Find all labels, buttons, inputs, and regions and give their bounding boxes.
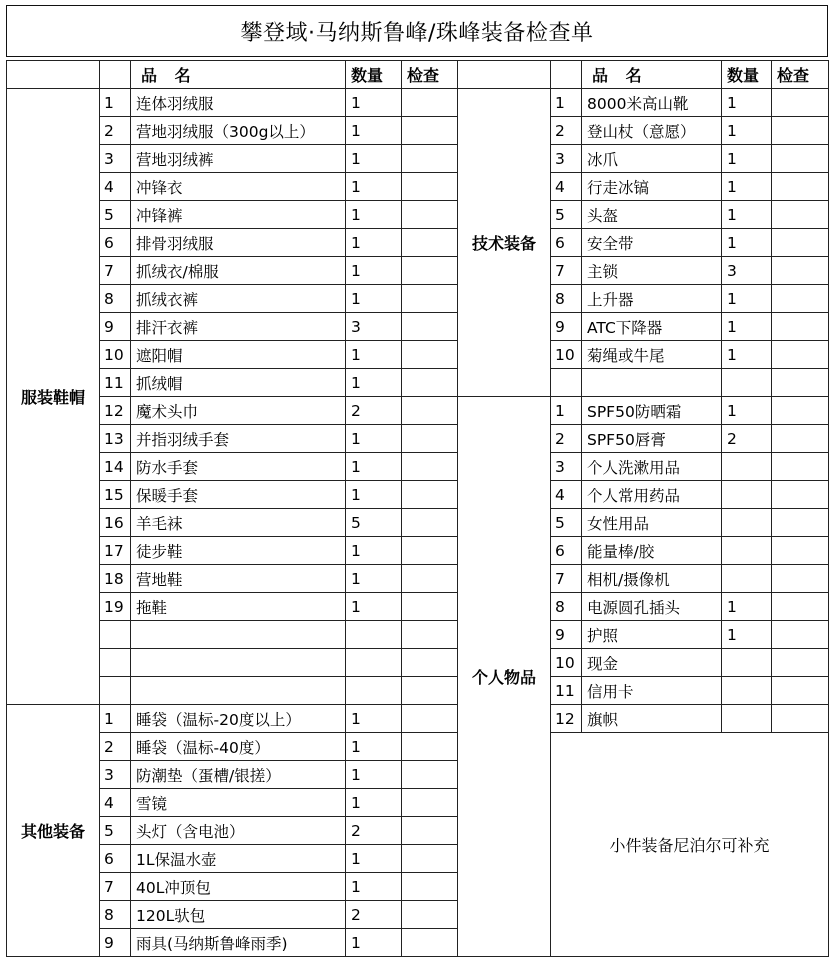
item-quantity: 1 [346, 89, 402, 117]
item-quantity: 1 [722, 117, 772, 145]
item-number: 8 [100, 901, 131, 929]
item-number: 5 [551, 201, 582, 229]
check-cell [402, 733, 458, 761]
check-cell [402, 649, 458, 677]
table-row [7, 677, 829, 705]
item-number: 10 [100, 341, 131, 369]
item-number: 4 [100, 173, 131, 201]
item-number: 10 [551, 649, 582, 677]
table-row [7, 621, 829, 649]
item-quantity: 2 [346, 817, 402, 845]
table-row [7, 537, 829, 565]
check-cell [402, 789, 458, 817]
item-quantity: 1 [346, 761, 402, 789]
item-name: 抓绒衣裤 [131, 285, 346, 313]
right-name-header: 品 名 [582, 61, 722, 89]
item-name: 雨具(马纳斯鲁峰雨季) [131, 929, 346, 957]
check-cell [402, 873, 458, 901]
item-number: 9 [100, 929, 131, 957]
item-name: 连体羽绒服 [131, 89, 346, 117]
item-quantity: 1 [722, 229, 772, 257]
table-row [7, 397, 829, 425]
check-cell [402, 481, 458, 509]
item-quantity [722, 565, 772, 593]
table-row [7, 593, 829, 621]
table-row [7, 369, 829, 397]
item-number: 2 [100, 117, 131, 145]
item-name: 护照 [582, 621, 722, 649]
item-number: 8 [551, 285, 582, 313]
check-cell [772, 565, 829, 593]
item-quantity: 1 [722, 145, 772, 173]
item-name: 排骨羽绒服 [131, 229, 346, 257]
item-number: 5 [551, 509, 582, 537]
item-number: 6 [551, 229, 582, 257]
item-name: 睡袋（温标-20度以上） [131, 705, 346, 733]
check-cell [772, 425, 829, 453]
item-number: 15 [100, 481, 131, 509]
item-quantity: 1 [722, 89, 772, 117]
item-quantity: 1 [346, 481, 402, 509]
item-number: 14 [100, 453, 131, 481]
item-name: 安全带 [582, 229, 722, 257]
table-row [7, 453, 829, 481]
table-row [7, 733, 829, 761]
item-quantity: 1 [722, 341, 772, 369]
item-number: 12 [100, 397, 131, 425]
table-row [7, 285, 829, 313]
item-quantity [722, 509, 772, 537]
item-name: 遮阳帽 [131, 341, 346, 369]
item-name: 头盔 [582, 201, 722, 229]
item-number: 4 [551, 481, 582, 509]
item-name: 女性用品 [582, 509, 722, 537]
empty-cell [582, 369, 722, 397]
item-name: SPF50唇膏 [582, 425, 722, 453]
item-name: 相机/摄像机 [582, 565, 722, 593]
item-quantity: 1 [346, 929, 402, 957]
left-name-header: 品 名 [131, 61, 346, 89]
item-name: 冲锋裤 [131, 201, 346, 229]
item-number: 3 [100, 761, 131, 789]
item-name: SPF50防晒霜 [582, 397, 722, 425]
item-name: 120L驮包 [131, 901, 346, 929]
item-name: 防水手套 [131, 453, 346, 481]
item-number: 3 [551, 453, 582, 481]
empty-cell [346, 649, 402, 677]
item-name: 抓绒帽 [131, 369, 346, 397]
empty-cell [131, 621, 346, 649]
item-number: 4 [100, 789, 131, 817]
item-name: 并指羽绒手套 [131, 425, 346, 453]
header-row [7, 61, 829, 89]
item-number: 2 [100, 733, 131, 761]
check-cell [772, 173, 829, 201]
left-qty-header: 数量 [346, 61, 402, 89]
check-cell [402, 705, 458, 733]
item-quantity: 2 [346, 397, 402, 425]
item-number: 9 [100, 313, 131, 341]
item-name: 睡袋（温标-40度） [131, 733, 346, 761]
check-cell [402, 397, 458, 425]
item-number: 1 [100, 705, 131, 733]
item-number: 3 [100, 145, 131, 173]
item-number: 17 [100, 537, 131, 565]
check-cell [772, 117, 829, 145]
check-cell [402, 341, 458, 369]
check-cell [402, 285, 458, 313]
item-number: 6 [100, 845, 131, 873]
check-cell [402, 565, 458, 593]
item-quantity [722, 481, 772, 509]
item-name: 排汗衣裤 [131, 313, 346, 341]
check-cell [402, 537, 458, 565]
check-cell [772, 453, 829, 481]
item-name: 魔术头巾 [131, 397, 346, 425]
check-cell [772, 89, 829, 117]
item-name: 菊绳或牛尾 [582, 341, 722, 369]
check-cell [402, 845, 458, 873]
item-name: 40L冲顶包 [131, 873, 346, 901]
item-quantity: 1 [346, 733, 402, 761]
table-row [7, 509, 829, 537]
item-quantity: 1 [722, 201, 772, 229]
right-category-header [458, 61, 551, 89]
item-quantity: 1 [346, 537, 402, 565]
empty-cell [100, 677, 131, 705]
table-row [7, 229, 829, 257]
item-quantity: 1 [722, 397, 772, 425]
item-name: 头灯（含电池） [131, 817, 346, 845]
table-row [7, 145, 829, 173]
item-quantity: 5 [346, 509, 402, 537]
check-cell [772, 397, 829, 425]
table-row [7, 201, 829, 229]
item-name: 现金 [582, 649, 722, 677]
check-cell [772, 537, 829, 565]
table-row [7, 173, 829, 201]
check-cell [772, 285, 829, 313]
item-number: 9 [551, 621, 582, 649]
check-cell [402, 145, 458, 173]
item-number: 4 [551, 173, 582, 201]
check-cell [772, 341, 829, 369]
check-cell [402, 621, 458, 649]
item-number: 11 [100, 369, 131, 397]
item-quantity: 1 [346, 257, 402, 285]
item-quantity: 1 [722, 621, 772, 649]
item-quantity: 2 [722, 425, 772, 453]
item-name: 冰爪 [582, 145, 722, 173]
check-cell [772, 677, 829, 705]
item-quantity: 1 [346, 845, 402, 873]
item-quantity: 1 [346, 453, 402, 481]
item-number: 16 [100, 509, 131, 537]
item-quantity: 1 [346, 873, 402, 901]
right-qty-header: 数量 [722, 61, 772, 89]
left-category-header [7, 61, 100, 89]
item-number: 1 [551, 89, 582, 117]
item-quantity: 3 [346, 313, 402, 341]
item-name: 防潮垫（蛋槽/银搓） [131, 761, 346, 789]
item-quantity: 1 [722, 313, 772, 341]
check-cell [402, 453, 458, 481]
item-quantity: 1 [346, 705, 402, 733]
check-cell [402, 313, 458, 341]
item-name: 冲锋衣 [131, 173, 346, 201]
item-number: 3 [551, 145, 582, 173]
item-name: 能量棒/胶 [582, 537, 722, 565]
item-number: 1 [551, 397, 582, 425]
table-row [7, 481, 829, 509]
item-name: 羊毛袜 [131, 509, 346, 537]
item-quantity [722, 677, 772, 705]
check-cell [772, 649, 829, 677]
empty-cell [346, 621, 402, 649]
empty-cell [551, 369, 582, 397]
right-check-header: 检查 [772, 61, 829, 89]
category-other-gear: 其他装备 [7, 705, 100, 957]
item-quantity [722, 705, 772, 733]
item-number: 11 [551, 677, 582, 705]
check-cell [772, 621, 829, 649]
item-number: 1 [100, 89, 131, 117]
check-cell [772, 369, 829, 397]
item-name: 登山杖（意愿） [582, 117, 722, 145]
check-cell [402, 817, 458, 845]
item-name: 1L保温水壶 [131, 845, 346, 873]
check-cell [402, 901, 458, 929]
check-cell [402, 761, 458, 789]
item-number: 7 [100, 257, 131, 285]
item-quantity [722, 537, 772, 565]
table-row [7, 89, 829, 117]
item-quantity: 1 [346, 229, 402, 257]
item-number: 5 [100, 817, 131, 845]
item-number: 8 [551, 593, 582, 621]
check-cell [772, 257, 829, 285]
item-quantity: 1 [722, 593, 772, 621]
item-quantity: 1 [722, 173, 772, 201]
item-number: 12 [551, 705, 582, 733]
item-name: 保暖手套 [131, 481, 346, 509]
check-cell [772, 313, 829, 341]
check-cell [772, 593, 829, 621]
check-cell [402, 593, 458, 621]
empty-cell [100, 649, 131, 677]
item-number: 8 [100, 285, 131, 313]
empty-cell [722, 369, 772, 397]
table-row [7, 425, 829, 453]
item-quantity: 1 [346, 425, 402, 453]
check-cell [772, 705, 829, 733]
check-cell [772, 201, 829, 229]
empty-cell [131, 677, 346, 705]
item-name: 营地鞋 [131, 565, 346, 593]
check-cell [772, 481, 829, 509]
item-name: 上升器 [582, 285, 722, 313]
check-cell [402, 677, 458, 705]
category-personal: 个人物品 [458, 397, 551, 957]
check-cell [772, 145, 829, 173]
item-number: 7 [551, 565, 582, 593]
item-name: 个人常用药品 [582, 481, 722, 509]
item-name: 个人洗漱用品 [582, 453, 722, 481]
item-number: 10 [551, 341, 582, 369]
empty-cell [100, 621, 131, 649]
table-row [7, 565, 829, 593]
table-row [7, 117, 829, 145]
table-row [7, 257, 829, 285]
check-cell [402, 929, 458, 957]
table-row [7, 341, 829, 369]
item-number: 2 [551, 425, 582, 453]
item-name: 拖鞋 [131, 593, 346, 621]
item-quantity: 1 [346, 789, 402, 817]
table-row [7, 313, 829, 341]
check-cell [402, 173, 458, 201]
item-name: 旗帜 [582, 705, 722, 733]
item-number: 18 [100, 565, 131, 593]
item-number: 7 [100, 873, 131, 901]
item-quantity: 1 [346, 593, 402, 621]
item-quantity: 1 [346, 117, 402, 145]
item-number: 6 [100, 229, 131, 257]
item-number: 6 [551, 537, 582, 565]
table-row [7, 649, 829, 677]
item-name: 抓绒衣/棉服 [131, 257, 346, 285]
item-quantity: 1 [346, 173, 402, 201]
item-name: ATC下降器 [582, 313, 722, 341]
item-quantity [722, 453, 772, 481]
item-name: 营地羽绒裤 [131, 145, 346, 173]
category-technical: 技术装备 [458, 89, 551, 397]
left-check-header: 检查 [402, 61, 458, 89]
check-cell [402, 425, 458, 453]
item-number: 2 [551, 117, 582, 145]
item-name: 行走冰镐 [582, 173, 722, 201]
item-quantity: 1 [346, 341, 402, 369]
item-name: 电源圆孔插头 [582, 593, 722, 621]
item-name: 徒步鞋 [131, 537, 346, 565]
item-name: 雪镜 [131, 789, 346, 817]
item-name: 主锁 [582, 257, 722, 285]
item-name: 8000米高山靴 [582, 89, 722, 117]
check-cell [402, 369, 458, 397]
table-row [7, 705, 829, 733]
empty-cell [346, 677, 402, 705]
category-clothing: 服装鞋帽 [7, 89, 100, 705]
check-cell [402, 257, 458, 285]
check-cell [402, 201, 458, 229]
item-number: 9 [551, 313, 582, 341]
check-cell [402, 117, 458, 145]
checklist-title: 攀登域·马纳斯鲁峰/珠峰装备检查单 [6, 5, 828, 57]
left-number-header [100, 61, 131, 89]
item-quantity [722, 649, 772, 677]
check-cell [402, 509, 458, 537]
item-number: 5 [100, 201, 131, 229]
item-quantity: 1 [346, 565, 402, 593]
item-number: 13 [100, 425, 131, 453]
item-quantity: 1 [346, 145, 402, 173]
item-quantity: 1 [346, 285, 402, 313]
check-cell [772, 509, 829, 537]
checklist-table [6, 60, 829, 957]
supplement-note: 小件装备尼泊尔可补充 [551, 733, 829, 957]
item-name: 信用卡 [582, 677, 722, 705]
check-cell [772, 229, 829, 257]
item-number: 19 [100, 593, 131, 621]
item-quantity: 1 [346, 201, 402, 229]
item-quantity: 1 [722, 285, 772, 313]
check-cell [402, 229, 458, 257]
item-quantity: 2 [346, 901, 402, 929]
item-quantity: 1 [346, 369, 402, 397]
right-number-header [551, 61, 582, 89]
check-cell [402, 89, 458, 117]
item-name: 营地羽绒服（300g以上） [131, 117, 346, 145]
empty-cell [131, 649, 346, 677]
item-number: 7 [551, 257, 582, 285]
item-quantity: 3 [722, 257, 772, 285]
